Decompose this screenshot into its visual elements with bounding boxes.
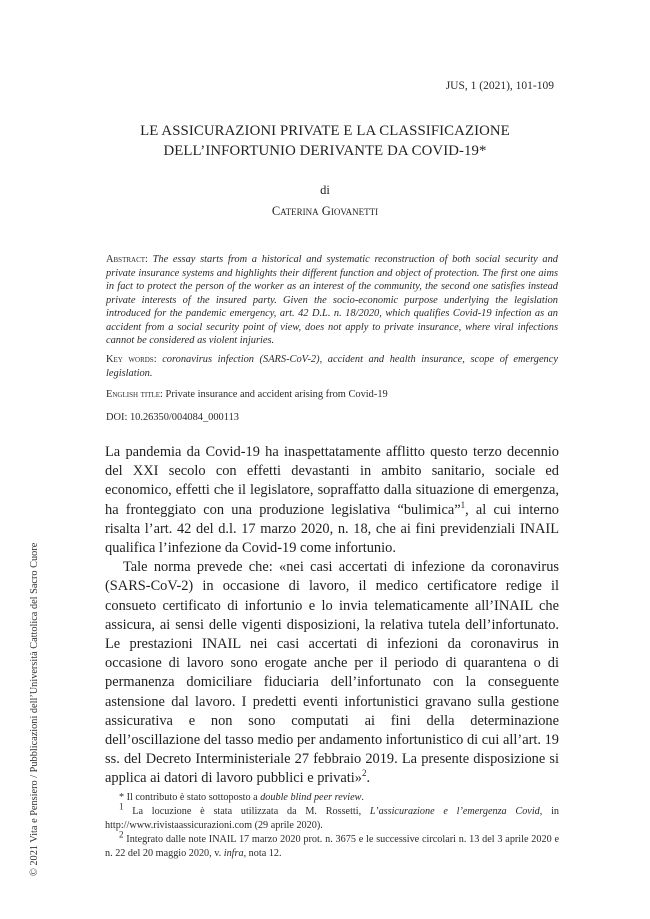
- footnote-1: [105, 801, 559, 833]
- footnote-1-text-a: La locuzione è stata utilizzata da M. Rossetti,: [123, 806, 370, 817]
- footnotes: [105, 791, 559, 861]
- footnote-1-text-b[interactable]: , in http://www.rivistaassicurazioni.com (29 aprile 2020).: [105, 806, 559, 831]
- paragraph-1: [105, 443, 559, 558]
- paragraph-2-text-b: .: [366, 770, 371, 787]
- english-title: [106, 389, 558, 400]
- footnote-star-italic: double blind peer review: [260, 792, 362, 803]
- footnote-2-text-b: , nota 12.: [243, 848, 282, 859]
- keywords: [106, 353, 558, 380]
- footnote-1-italic: L’assicurazione e l’emergenza Covid: [369, 806, 540, 817]
- article-title: [60, 121, 590, 161]
- abstract: [106, 253, 558, 348]
- footnote-star: [105, 791, 559, 805]
- english-title-label: English title:: [106, 389, 163, 400]
- footnote-star-text-a: * Il contributo è stato sottoposto a: [119, 792, 261, 803]
- footnote-2-italic: infra: [223, 848, 244, 859]
- body-text: [105, 443, 559, 789]
- running-head: JUS, 1 (2021), 101-109: [445, 80, 554, 92]
- keywords-label: Key words:: [106, 354, 157, 365]
- doi: DOI: 10.26350/004084_000113: [106, 412, 239, 423]
- footnote-1-number: 1: [119, 801, 124, 812]
- paragraph-2: [105, 558, 559, 788]
- keywords-text: coronavirus infection (SARS-CoV-2), accident and health insurance, scope of emergency legislation.: [106, 354, 558, 379]
- footnote-star-text-b: .: [361, 792, 364, 803]
- title-line-2: DELL’INFORTUNIO DERIVANTE DA COVID-19*: [163, 143, 487, 159]
- abstract-text: The essay starts from a historical and systematic reconstruction of both social security and private insurance systems and highlights their different function and object of protection. The first one aims in fact to protect the person of the worker as an interest of the community, the second one satisfies instead private interests of the insured party. Given the socio-economic purpose underlying the legislation introduced for the pandemic emergency, art. 42 D.L. n. 18/2020, which qualifies Covid-19 infection as an accident from a social security point of view, does not apply to private insurance, where viral infections cannot be considered as violent injuries.: [106, 254, 558, 346]
- title-line-1: LE ASSICURAZIONI PRIVATE E LA CLASSIFICAZIONE: [140, 123, 510, 139]
- footnote-2-text-a: Integrato dalle note INAIL 17 marzo 2020 prot. n. 3675 e le successive circolari n. 13 del 3 aprile 2020 e n. 22 del 20 maggio 2020, v.: [105, 834, 559, 859]
- footnote-ref-1[interactable]: 1: [460, 499, 466, 510]
- footnote-2: [105, 829, 559, 861]
- author-name: Caterina Giovanetti: [271, 204, 379, 218]
- paragraph-2-text-a: Tale norma prevede che: «nei casi accertati di infezione da coronavirus (SARS-CoV-2) in occasione di lavoro, il medico certificatore redige il consueto certificato di infortunio e lo invia telematicamente all’INAIL che assicura, ai sensi delle vigenti disposizioni, la relativa tutela dell’infortunato. Le prestazioni INAIL nei casi accertati di infezioni da coronavirus in occasione di lavoro sono erogate anche per il periodo di quarantena o di permanenza domiciliare fiduciaria dell’infortunato con la conseguente astensione dal lavoro. I predetti eventi infortunistici gravano sulla gestione assicurativa e non sono computati ai fini della determinazione dell’oscillazione del tasso medio per andamento infortunistico di cui all’art. 19 ss. del Decreto Interministeriale 27 febbraio 2019. La presente disposizione si applica ai datori di lavoro pubblici e privati»: [105, 559, 559, 787]
- byline-di: di: [320, 183, 330, 197]
- english-title-text: Private insurance and accident arising from Covid-19: [165, 389, 388, 400]
- abstract-label: Abstract:: [106, 254, 148, 265]
- paragraph-1-text-b: , al cui interno risalta l’art. 42 del d.l. 17 marzo 2020, n. 18, che ai fini previdenziali INAIL qualifica l’infezione da Covid-19 come infortunio.: [105, 501, 559, 557]
- copyright-side-note: © 2021 Vita e Pensiero / Pubblicazioni dell’Università Cattolica del Sacro Cuore: [29, 542, 40, 876]
- footnote-2-number: 2: [119, 829, 124, 840]
- footnote-ref-2[interactable]: 2: [361, 768, 367, 779]
- paragraph-1-text-a: La pandemia da Covid-19 ha inaspettatamente afflitto questo terzo decennio del XXI secolo con effetti devastanti in ambito sanitario, sociale ed economico, effetti che il legislatore, sopraffatto dalla situazione di emergenza, ha fronteggiato con una produzione legislativa “bulimica”: [105, 444, 559, 518]
